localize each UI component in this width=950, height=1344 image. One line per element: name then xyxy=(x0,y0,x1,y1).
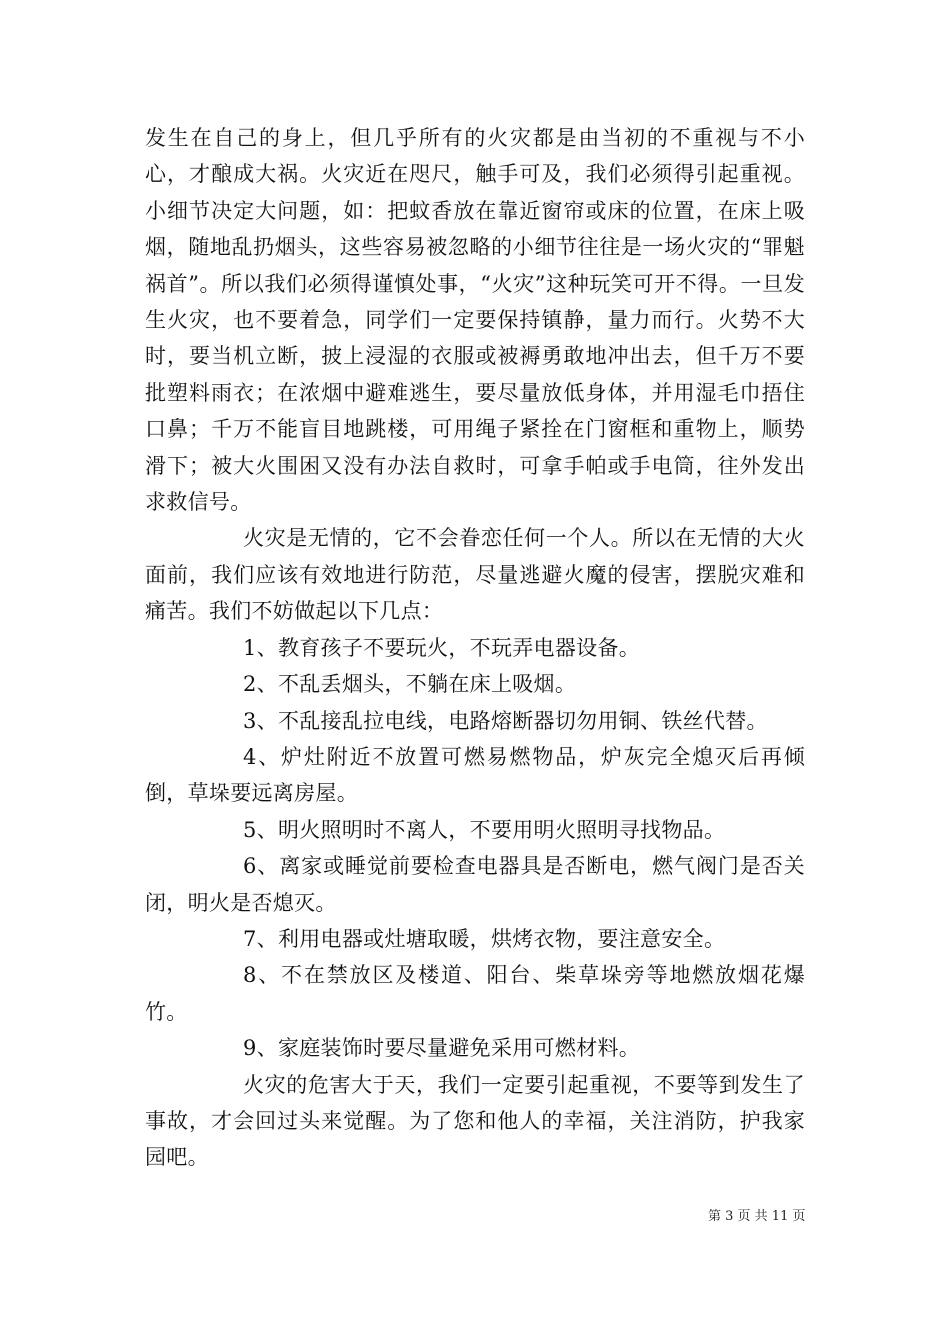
list-item-9: 9、家庭装饰时要尽量避免采用可燃材料。 xyxy=(243,1036,641,1061)
list-item-2: 2、不乱丢烟头，不躺在床上吸烟。 xyxy=(243,672,577,697)
list-item-4: 4、炉灶附近不放置可燃易燃物品，炉灰完全熄灭后再倾倒，草垛要远离房屋。 xyxy=(145,744,805,806)
list-item-1: 1、教育孩子不要玩火，不玩弄电器设备。 xyxy=(243,635,641,660)
list-item-8: 8、不在禁放区及楼道、阳台、柴草垛旁等地燃放烟花爆竹。 xyxy=(145,963,805,1024)
page-number-footer: 第 3 页 共 11 页 xyxy=(708,1209,806,1224)
document-body xyxy=(145,120,805,1176)
list-item-3: 3、不乱接乱拉电线，电路熔断器切勿用铜、铁丝代替。 xyxy=(243,708,768,733)
list-item-6: 6、离家或睡觉前要检查电器具是否断电，燃气阀门是否关闭，明火是否熄灭。 xyxy=(145,854,805,915)
paragraph-conclusion: 火灾的危害大于天，我们一定要引起重视，不要等到发生了事故，才会回过头来觉醒。为了您和他人的幸福，关注消防，护我家园吧。 xyxy=(145,1072,805,1170)
paragraph-fire-prevention-intro: 火灾是无情的，它不会眷恋任何一个人。所以在无情的大火面前，我们应该有效地进行防范，尽量逃避火魔的侵害，摆脱灾难和痛苦。我们不妨做起以下几点： xyxy=(145,526,805,624)
list-item-7: 7、利用电器或灶塘取暖，烘烤衣物，要注意安全。 xyxy=(243,926,726,951)
paragraph-fire-safety-advice: 发生在自己的身上，但几乎所有的火灾都是由当初的不重视与不小心，才酿成大祸。火灾近在咫尺，触手可及，我们必须得引起重视。小细节决定大问题，如：把蚊香放在靠近窗帘或床的位置，在床上吸烟，随地乱扔烟头，这些容易被忽略的小细节往往是一场火灾的“罪魁祸首”。所以我们必须得谨慎处事，“火灾”这种玩笑可开不得。一旦发生火灾，也不要着急，同学们一定要保持镇静，量力而行。火势不大时，要当机立断，披上浸湿的衣服或被褥勇敢地冲出去，但千万不要批塑料雨衣；在浓烟中避难逃生，要尽量放低身体，并用湿毛巾捂住口鼻；千万不能盲目地跳楼，可用绳子紧拴在门窗框和重物上，顺势滑下；被大火围困又没有办法自救时，可拿手帕或手电筒，往外发出求救信号。 xyxy=(145,126,805,515)
list-item-5: 5、明火照明时不离人，不要用明火照明寻找物品。 xyxy=(243,817,726,842)
